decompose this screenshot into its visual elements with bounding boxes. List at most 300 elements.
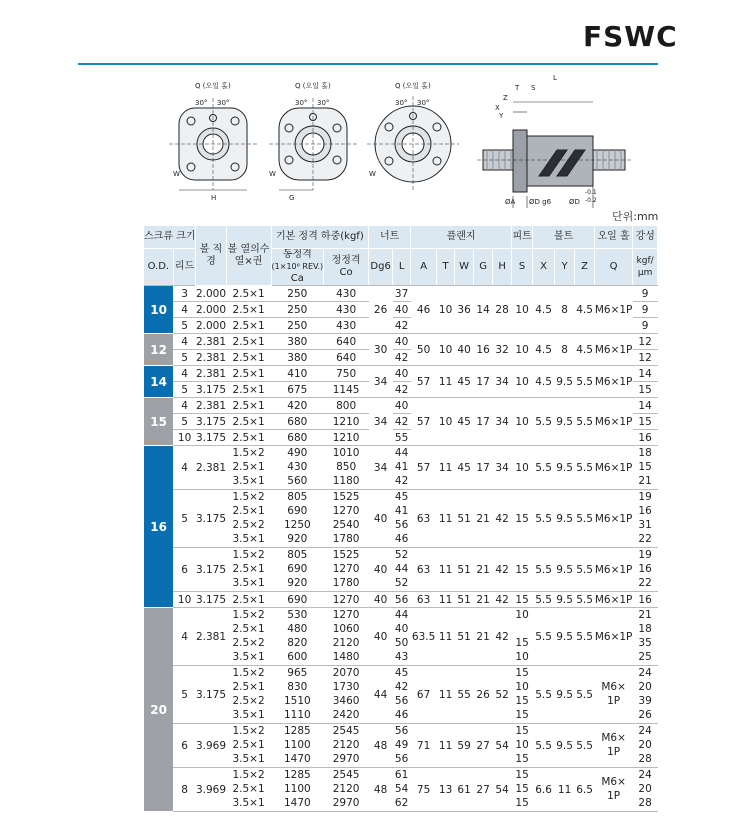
cell-lead: 10 [173, 592, 196, 608]
cell-s: 15 [512, 548, 533, 592]
cell-x: 5.5 [533, 548, 555, 592]
cell-x: 4.5 [533, 286, 555, 334]
cell-q: M6× 1P [595, 724, 633, 768]
cell-lead: 8 [173, 768, 196, 812]
cell-lead: 4 [173, 366, 196, 382]
cell-x: 5.5 [533, 724, 555, 768]
cell-co: 430 [324, 302, 369, 318]
header-y: Y [555, 249, 575, 286]
front-view-1 [169, 98, 257, 190]
cell-h: 32 [493, 334, 512, 366]
cell-z: 5.5 [575, 608, 595, 666]
cell-co: 800 [324, 398, 369, 414]
tol-lower: -0.2 [585, 197, 597, 204]
cell-ball: 3.175 [196, 490, 226, 548]
angle-label-3b: 30° [417, 99, 430, 107]
cell-ca: 675 [271, 382, 324, 398]
cell-circ: 1.5×2 2.5×1 3.5×1 [226, 548, 271, 592]
cell-a: 46 [411, 286, 437, 334]
cell-x: 6.6 [533, 768, 555, 812]
header-basic-load: 기본 정격 하중(kgf) [271, 226, 369, 249]
cell-a: 67 [411, 666, 437, 724]
cell-h: 42 [493, 490, 512, 548]
cell-ca: 490 430 560 [271, 446, 324, 490]
cell-l: 45 42 56 46 [393, 666, 411, 724]
cell-co: 1210 [324, 430, 369, 446]
cell-co: 640 [324, 350, 369, 366]
cell-z: 5.5 [576, 593, 593, 606]
cell-x: 4.5 [533, 334, 555, 366]
cell-ball: 2.381 [195, 351, 227, 364]
cell-w: 55 [455, 666, 474, 724]
cell-x: 5.5 [533, 592, 555, 608]
cell-t: 11 [437, 548, 455, 592]
cell-l: 42 [393, 318, 411, 334]
cell-k: 16 [633, 592, 658, 608]
table-row [144, 592, 658, 608]
cell-dg6: 34 [369, 398, 393, 446]
cell-s: 15 10 15 [512, 724, 533, 768]
cell-q: M6×1P [595, 446, 633, 490]
cell-dg6: 30 [369, 334, 393, 366]
od-cell: 20 [144, 608, 173, 812]
cell-q: M6×1P [595, 334, 633, 366]
cell-ball: 2.000 [195, 303, 227, 316]
front-view-2 [269, 98, 357, 190]
table-row [144, 286, 658, 302]
cell-y: 9.5 [555, 398, 575, 446]
cell-q: M6×1P [595, 548, 633, 592]
cell-t: 11 [437, 490, 455, 548]
cell-ball: 3.175 [196, 666, 226, 724]
cell-w: 40 [455, 334, 474, 366]
h-label: H [211, 194, 217, 202]
phi-d-g6-label: ØD g6 [529, 198, 552, 206]
cell-ca: 410 [271, 366, 324, 382]
cell-h: 42 [493, 608, 512, 666]
cell-circ: 1.5×2 2.5×1 3.5×1 [226, 724, 271, 768]
cell-s: 10 [512, 446, 533, 490]
cell-y: 9.5 [555, 608, 575, 666]
cell-ball: 2.000 [195, 319, 227, 332]
cell-ca: 1285 1100 1470 [271, 724, 324, 768]
header-nut: 너트 [369, 226, 411, 249]
header-s: S [512, 249, 533, 286]
cell-z: 5.5 [575, 446, 595, 490]
cell-l: 40 [393, 398, 411, 414]
cell-q: M6×1P [594, 593, 633, 606]
cell-w: 51 [455, 490, 474, 548]
cell-circ: 2.5×1 [226, 318, 271, 334]
header-z: Z [575, 249, 595, 286]
cell-k: 16 [633, 430, 658, 446]
cell-ca: 680 [271, 414, 324, 430]
cell-l: 55 [393, 430, 411, 446]
cell-co: 2545 2120 2970 [324, 724, 369, 768]
cell-dg6: 44 [369, 666, 393, 724]
cell-circ: 2.5×1 [226, 302, 271, 318]
spec-table [144, 226, 658, 812]
cell-ball: 2.000 [195, 287, 227, 300]
table-row [144, 398, 658, 414]
table-row [144, 446, 658, 490]
cell-lead: 5 [173, 318, 196, 334]
cell-a: 63 [411, 490, 437, 548]
cell-h: 42 [493, 592, 512, 608]
cell-k: 19 16 22 [633, 548, 658, 592]
cell-ball: 3.969 [196, 724, 226, 768]
cell-lead: 3 [173, 286, 196, 302]
cell-circ: 1.5×2 2.5×1 3.5×1 [226, 446, 271, 490]
fswc-drawing [165, 72, 635, 212]
header-q: Q [595, 249, 633, 286]
header-lead: 리드 [173, 249, 196, 286]
cell-circ: 2.5×1 [226, 414, 271, 430]
cell-l: 52 44 52 [393, 548, 411, 592]
cell-ca: 380 [271, 350, 324, 366]
cell-g: 21 [474, 608, 493, 666]
cell-dg6: 40 [369, 490, 393, 548]
cell-t: 10 [437, 398, 455, 446]
cell-ball: 3.175 [195, 431, 227, 444]
header-screw-size: 스크류 크기 [144, 226, 196, 249]
cell-ball: 2.381 [196, 446, 226, 490]
tol-upper: -0.1 [585, 189, 597, 196]
oil-hole-label-1: Q (오일 홀) [195, 82, 231, 90]
angle-label-2b: 30° [317, 99, 330, 107]
cell-ball: 2.381 [196, 608, 226, 666]
cell-y: 9.5 [555, 666, 575, 724]
cell-w: 59 [455, 724, 474, 768]
cell-x: 5.5 [533, 608, 555, 666]
header-k: kgf/μm [633, 249, 658, 286]
cell-w: 36 [455, 286, 474, 334]
cell-y: 8 [555, 334, 575, 366]
cell-co: 430 [324, 286, 369, 302]
cell-h: 42 [493, 548, 512, 592]
cell-circ: 2.5×1 [226, 592, 271, 608]
cell-circ: 2.5×1 [226, 286, 271, 302]
cell-ca: 690 [271, 592, 324, 608]
cell-h: 52 [493, 666, 512, 724]
cell-circ: 2.5×1 [226, 382, 271, 398]
s-label: S [531, 84, 536, 92]
cell-ca: 680 [271, 430, 324, 446]
w-label-2: W [269, 170, 276, 178]
l-label: L [553, 74, 557, 82]
header-w: W [455, 249, 474, 286]
cell-ca: 250 [271, 302, 324, 318]
table-row [144, 366, 658, 382]
cell-k: 15 [633, 414, 658, 430]
header-g: G [474, 249, 493, 286]
cell-ca: 250 [271, 318, 324, 334]
cell-q: M6× 1P [595, 768, 633, 812]
cell-ca: 250 [271, 286, 324, 302]
cell-g: 16 [474, 334, 493, 366]
cell-a: 63 [411, 592, 437, 608]
cell-co: 640 [324, 334, 369, 350]
cell-k: 24 20 39 26 [633, 666, 658, 724]
cell-co: 2070 1730 3460 2420 [324, 666, 369, 724]
cell-q: M6×1P [595, 286, 633, 334]
cell-a: 71 [411, 724, 437, 768]
cell-ball: 3.969 [196, 768, 226, 812]
cell-dg6: 40 [369, 592, 393, 608]
cell-l: 37 [393, 286, 411, 302]
cell-circ: 1.5×2 2.5×1 2.5×2 3.5×1 [226, 608, 271, 666]
cell-q: M6×1P [595, 490, 633, 548]
cell-h: 34 [493, 446, 512, 490]
cell-y: 9.5 [555, 446, 575, 490]
cell-y: 9.5 [556, 593, 573, 606]
cell-x: 5.5 [533, 490, 555, 548]
cell-l: 42 [393, 414, 411, 430]
cell-t: 10 [437, 286, 455, 334]
cell-co: 750 [324, 366, 369, 382]
cell-z: 5.5 [575, 548, 595, 592]
cell-q: M6×1P [595, 608, 633, 666]
cell-circ: 2.5×1 [226, 350, 271, 366]
cell-s: 15 [512, 592, 533, 608]
cell-l: 56 [393, 592, 411, 608]
header-dynamic: 동정격 (1×10⁶ REV.) Ca [271, 249, 324, 284]
cell-dg6: 34 [369, 366, 393, 398]
cell-s: 10 [512, 398, 533, 446]
od-cell: 10 [144, 286, 173, 334]
cell-ball: 3.175 [195, 593, 227, 606]
cell-lead: 4 [173, 334, 196, 350]
cell-co: 1270 1060 2120 1480 [324, 608, 369, 666]
table-row [144, 608, 658, 666]
cell-ball: 3.175 [195, 415, 227, 428]
cell-co: 1145 [324, 382, 369, 398]
cell-t: 13 [437, 768, 455, 812]
cell-circ: 2.5×1 [226, 398, 271, 414]
cell-s: 15 [512, 490, 533, 548]
spec-table-body [144, 286, 658, 812]
cell-ball: 3.175 [196, 548, 226, 592]
z-label: Z [503, 94, 508, 102]
cell-lead: 5 [173, 666, 196, 724]
oil-hole-label-2: Q (오일 홀) [295, 82, 331, 90]
cell-k: 12 [633, 350, 658, 366]
cell-s: 10 [512, 334, 533, 366]
cell-l: 40 [393, 302, 411, 318]
cell-z: 5.5 [575, 366, 595, 398]
cell-ball: 2.381 [195, 367, 227, 380]
cell-l: 44 41 42 [393, 446, 411, 490]
od-cell: 12 [144, 334, 173, 366]
cell-z: 4.5 [575, 286, 595, 334]
cell-y: 8 [555, 286, 575, 334]
cell-k: 9 [633, 318, 658, 334]
cell-w: 45 [455, 446, 474, 490]
cell-x: 5.5 [533, 398, 555, 446]
cell-g: 17 [474, 398, 493, 446]
cell-dg6: 48 [369, 724, 393, 768]
cell-h: 54 [493, 724, 512, 768]
phi-a-label: ØA [505, 198, 516, 206]
cell-w: 51 [455, 608, 474, 666]
cell-g: 14 [474, 286, 493, 334]
header-od: O.D. [144, 249, 173, 286]
cell-ca: 965 830 1510 1110 [271, 666, 324, 724]
cell-x: 5.5 [533, 446, 555, 490]
cell-circ: 2.5×1 [226, 430, 271, 446]
cell-x: 5.5 [533, 666, 555, 724]
cell-z: 5.5 [575, 724, 595, 768]
oil-hole-label-3: Q (오일 홀) [395, 82, 431, 90]
cell-t: 11 [437, 608, 455, 666]
cell-h: 34 [493, 398, 512, 446]
cell-dg6: 48 [369, 768, 393, 812]
cell-k: 24 20 28 [633, 724, 658, 768]
cell-lead: 4 [173, 608, 196, 666]
cell-t: 11 [437, 592, 455, 608]
header-x: X [533, 249, 555, 286]
cell-z: 5.5 [575, 490, 595, 548]
cell-l: 42 [393, 350, 411, 366]
cell-co: 430 [324, 318, 369, 334]
cell-circ: 2.5×1 [226, 334, 271, 350]
cell-t: 10 [437, 334, 455, 366]
table-row [144, 666, 658, 724]
header-t: T [437, 249, 455, 286]
cell-k: 18 15 21 [633, 446, 658, 490]
cell-co: 1010 850 1180 [324, 446, 369, 490]
header-a: A [411, 249, 437, 286]
cell-k: 19 16 31 22 [633, 490, 658, 548]
cell-y: 9.5 [555, 490, 575, 548]
cell-l: 45 41 56 46 [393, 490, 411, 548]
cell-y: 11 [555, 768, 575, 812]
cell-dg6: 40 [369, 548, 393, 592]
cell-ca: 1285 1100 1470 [271, 768, 324, 812]
y-label: Y [499, 112, 504, 120]
cell-g: 17 [474, 366, 493, 398]
header-ball-dia: 볼 직경 [196, 226, 226, 286]
cell-k: 24 20 28 [633, 768, 658, 812]
cell-dg6: 26 [369, 286, 393, 334]
cell-l: 61 54 62 [393, 768, 411, 812]
cell-a: 63.5 [411, 608, 437, 666]
angle-label-3a: 30° [395, 99, 408, 107]
cell-circ: 1.5×2 2.5×1 2.5×2 3.5×1 [226, 666, 271, 724]
cell-co: 1270 [324, 592, 369, 608]
cell-a: 57 [411, 398, 437, 446]
cell-z: 5.5 [575, 398, 595, 446]
cell-lead: 10 [173, 430, 196, 446]
cell-y: 9.5 [555, 548, 575, 592]
cell-z: 5.5 [575, 666, 595, 724]
cell-h: 28 [493, 286, 512, 334]
cell-q: M6×1P [595, 366, 633, 398]
header-ball-circuit: 볼 열의수 열×권 [226, 226, 271, 286]
cell-circ: 1.5×2 2.5×1 3.5×1 [226, 768, 271, 812]
cell-l: 40 [393, 366, 411, 382]
cell-lead: 4 [173, 398, 196, 414]
cell-co: 1525 1270 1780 [324, 548, 369, 592]
cell-circ: 2.5×1 [226, 366, 271, 382]
unit-label: 단위:mm [612, 210, 659, 223]
cell-q: M6×1P [595, 398, 633, 446]
cell-k: 12 [633, 334, 658, 350]
cell-y: 9.5 [555, 366, 575, 398]
cell-s: 10 [512, 286, 533, 334]
cell-t: 11 [437, 666, 455, 724]
cell-a: 50 [411, 334, 437, 366]
cell-lead: 6 [173, 548, 196, 592]
phi-d-label: ØD [569, 198, 580, 206]
table-row [144, 548, 658, 592]
header-flange: 플랜지 [411, 226, 512, 249]
angle-label-1b: 30° [217, 99, 230, 107]
t-label: T [515, 84, 520, 92]
cell-g: 26 [474, 666, 493, 724]
table-row [144, 334, 658, 350]
table-row [144, 768, 658, 812]
cell-co: 1210 [324, 414, 369, 430]
cell-ball: 2.381 [195, 335, 227, 348]
cell-g: 21 [474, 490, 493, 548]
cell-k: 9 [633, 302, 658, 318]
header-l: L [393, 249, 411, 286]
cell-ca: 380 [271, 334, 324, 350]
cell-a: 75 [411, 768, 437, 812]
cell-l: 42 [393, 382, 411, 398]
cell-s: 10 15 10 [512, 608, 533, 666]
cell-lead: 5 [173, 382, 196, 398]
cell-k: 15 [633, 382, 658, 398]
cell-lead: 4 [173, 302, 196, 318]
front-view-3 [367, 96, 459, 190]
cell-g: 27 [474, 768, 493, 812]
cell-k: 21 18 35 25 [633, 608, 658, 666]
header-bolt: 볼트 [533, 226, 595, 249]
table-row [144, 724, 658, 768]
cell-dg6: 40 [369, 608, 393, 666]
cell-z: 4.5 [575, 334, 595, 366]
cell-lead: 5 [173, 490, 196, 548]
cell-t: 11 [437, 724, 455, 768]
cell-t: 11 [437, 446, 455, 490]
angle-label-1a: 30° [195, 99, 208, 107]
cell-l: 44 40 50 43 [393, 608, 411, 666]
header-oil-hole: 오일 홀 [595, 226, 633, 249]
cell-ca: 420 [271, 398, 324, 414]
cell-y: 9.5 [555, 724, 575, 768]
w-label-3: W [369, 170, 376, 178]
cell-ball: 2.381 [195, 399, 227, 412]
cell-l: 56 49 56 [393, 724, 411, 768]
cell-z: 6.5 [575, 768, 595, 812]
header-fit: 피트 [512, 226, 533, 249]
cell-lead: 6 [173, 724, 196, 768]
cell-g: 27 [474, 724, 493, 768]
cell-g: 21 [474, 592, 493, 608]
x-label: X [495, 104, 500, 112]
cell-lead: 5 [173, 414, 196, 430]
header-dg6: Dg6 [369, 249, 393, 286]
cell-w: 61 [455, 768, 474, 812]
cell-a: 57 [411, 366, 437, 398]
cell-ball: 3.175 [195, 383, 227, 396]
cell-k: 9 [633, 286, 658, 302]
cell-k: 14 [633, 398, 658, 414]
cell-l: 40 [393, 334, 411, 350]
cell-a: 63 [411, 548, 437, 592]
